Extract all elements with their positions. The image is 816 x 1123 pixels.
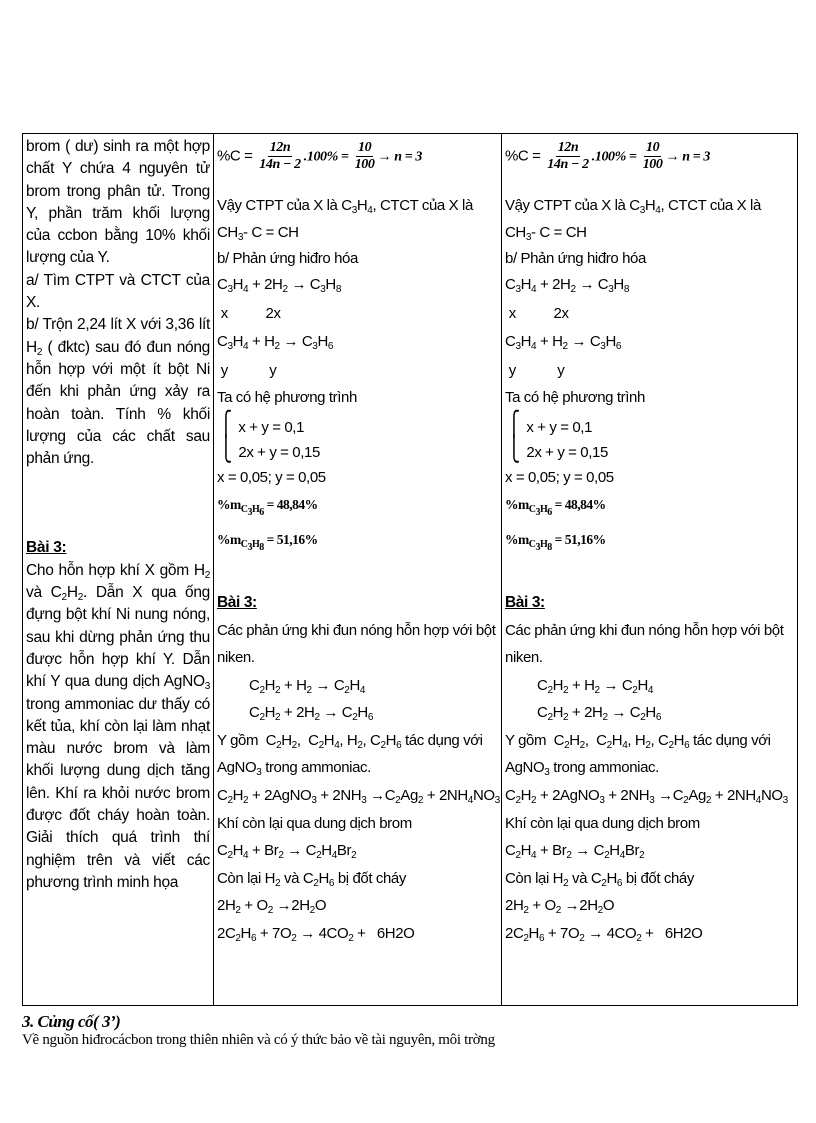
ctpt-line: Vậy CTPT của X là $C_3H_4$, CTCT của X là xyxy=(505,197,761,216)
reaction-5: $2H_2 + O_2 \to 2H_2O$ xyxy=(505,897,615,916)
reaction-1: $C_2H_2 + H_2 \to C_2H_4$ xyxy=(249,677,366,696)
y-composition: Y gồm $C_2H_2$, $C_2H_4$, $H_2$, $C_2H_6$ tác dụng với xyxy=(217,732,483,751)
equation-1: $C_3H_4 + 2H_2 \to C_3H_8$ xyxy=(505,276,630,295)
part-b-title: b/ Phản ứng hiđro hóa xyxy=(217,250,358,267)
column-divider xyxy=(501,134,502,1005)
brom-line: Khí còn lại qua dung dịch brom xyxy=(505,815,700,832)
bai3-heading: Bài 3: xyxy=(505,594,545,611)
agno3-line: AgNO$_3$ trong ammoniac. xyxy=(217,759,371,778)
percent-carbon-equation: %C = $\frac{12n}{14n - 2}$ .100% = $\frac{10}{100}$ → n = 3 xyxy=(505,140,710,172)
reaction-2: $C_2H_2 + 2H_2 \to C_2H_6$ xyxy=(249,704,374,723)
ctct-line: $CH_3-$ C = CH xyxy=(217,224,299,243)
system-eq-2: ⎩ 2x + y = 0,15 xyxy=(219,436,320,463)
problem2-part-b: b/ Trộn 2,24 lít X với 3,36 lít $H_2$ ( đktc) sau đó đun nóng hỗn hợp với một ít bột Ni đến khi phản ứng xảy ra hoàn toàn. Tính % khối lượng của các chất sau phản ứng. xyxy=(26,316,210,468)
y-composition: Y gồm $C_2H_2$, $C_2H_4$, $H_2$, $C_2H_6$ tác dụng với xyxy=(505,732,771,751)
percent-c3h8: $\%m_{C_3H_8} = 51,16\%$ xyxy=(505,532,606,553)
bai3-intro-2: niken. xyxy=(505,649,543,666)
reaction-3: $C_2H_2$ + 2AgNO$_3$ + $2NH_3 \to C_2Ag_2 + 2NH_4NO_3$ xyxy=(505,787,788,806)
ctct-line: $CH_3-$ C = CH xyxy=(505,224,587,243)
system-eq-2: ⎩ 2x + y = 0,15 xyxy=(507,436,608,463)
part-b-title: b/ Phản ứng hiđro hóa xyxy=(505,250,646,267)
reaction-4: $C_2H_4 + Br_2 \to C_2H_4Br_2$ xyxy=(505,842,645,861)
percent-c3h6: $\%m_{C_3H_6} = 48,84\%$ xyxy=(505,497,606,518)
equation-1-moles: x 2x xyxy=(505,305,569,322)
agno3-line: AgNO$_3$ trong ammoniac. xyxy=(505,759,659,778)
bai3-intro-2: niken. xyxy=(217,649,255,666)
burn-line: Còn lại $H_2$ và $C_2H_6$ bị đốt cháy xyxy=(505,870,694,889)
problem2-tail: brom ( dư) sinh ra một hợp chất Y chứa 4 nguyên tử brom trong phân tử. Trong Y, phần trăm khối lượng của ccbon bằng 10% khối lượng của Y. xyxy=(26,138,210,267)
content-table xyxy=(22,133,798,1006)
system-solution: x = 0,05; y = 0,05 xyxy=(217,469,326,486)
problem2-part-a: a/ Tìm CTPT và CTCT của X. xyxy=(26,271,210,312)
system-title: Ta có hệ phương trình xyxy=(217,389,357,406)
reaction-2: $C_2H_2 + 2H_2 \to C_2H_6$ xyxy=(537,704,662,723)
system-title: Ta có hệ phương trình xyxy=(505,389,645,406)
equation-2-moles: y y xyxy=(505,362,565,379)
reaction-3: $C_2H_2$ + 2AgNO$_3$ + $2NH_3 \to C_2Ag_2 + 2NH_4NO_3$ xyxy=(217,787,500,806)
consolidation-section xyxy=(22,1012,802,1049)
reaction-6: $2C_2H_6 + 7O_2 \to 4CO_2 + 6H2O$ xyxy=(217,925,415,944)
bai3-intro-1: Các phản ứng khi đun nóng hỗn hợp với bột xyxy=(217,622,496,639)
bai3-intro-1: Các phản ứng khi đun nóng hỗn hợp với bột xyxy=(505,622,784,639)
system-eq-1: ⎧ x + y = 0,1 xyxy=(219,411,305,438)
problem-column xyxy=(26,136,210,894)
column-divider xyxy=(213,134,214,1005)
percent-c3h8: $\%m_{C_3H_8} = 51,16\%$ xyxy=(217,532,318,553)
bai3-problem: Cho hỗn hợp khí X gồm $H_2$ và $C_2H_2$. Dẫn X qua ống đựng bột khí Ni nung nóng, sau khi dừng phản ứng thu được hỗn hợp khí Y. Dẫn khí Y qua dung dịch AgNO$_3$ trong ammoniac dư thấy có kết tủa, khí còn lại làm nhạt màu nước brom và làm khối lượng dung dịch tăng lên. Khí ra khỏi nước brom được đốt cháy hoàn toàn. Giải thích quá trình thí nghiệm trên và viết các phương trình minh họa xyxy=(26,561,210,891)
brom-line: Khí còn lại qua dung dịch brom xyxy=(217,815,412,832)
system-solution: x = 0,05; y = 0,05 xyxy=(505,469,614,486)
section-heading: 3. Củng cố( 3’) xyxy=(22,1012,121,1031)
burn-line: Còn lại $H_2$ và $C_2H_6$ bị đốt cháy xyxy=(217,870,406,889)
section-body: Về nguồn hiđrocácbon trong thiên nhiên và có ý thức bảo về tài nguyên, môi trờng xyxy=(22,1032,495,1048)
percent-c3h6: $\%m_{C_3H_6} = 48,84\%$ xyxy=(217,497,318,518)
ctpt-line: Vậy CTPT của X là $C_3H_4$, CTCT của X là xyxy=(217,197,473,216)
bai3-heading: Bài 3: xyxy=(217,594,257,611)
bai3-heading: Bài 3: xyxy=(26,539,67,557)
system-eq-1: ⎧ x + y = 0,1 xyxy=(507,411,593,438)
reaction-6: $2C_2H_6 + 7O_2 \to 4CO_2 + 6H2O$ xyxy=(505,925,703,944)
reaction-4: $C_2H_4 + Br_2 \to C_2H_4Br_2$ xyxy=(217,842,357,861)
reaction-5: $2H_2 + O_2 \to 2H_2O$ xyxy=(217,897,327,916)
equation-1-moles: x 2x xyxy=(217,305,281,322)
reaction-1: $C_2H_2 + H_2 \to C_2H_4$ xyxy=(537,677,654,696)
percent-carbon-equation: %C = $\frac{12n}{14n - 2}$ .100% = $\frac{10}{100}$ → n = 3 xyxy=(217,140,422,172)
equation-2: $C_3H_4 + H_2 \to C_3H_6$ xyxy=(505,333,622,352)
equation-2: $C_3H_4 + H_2 \to C_3H_6$ xyxy=(217,333,334,352)
equation-2-moles: y y xyxy=(217,362,277,379)
equation-1: $C_3H_4 + 2H_2 \to C_3H_8$ xyxy=(217,276,342,295)
